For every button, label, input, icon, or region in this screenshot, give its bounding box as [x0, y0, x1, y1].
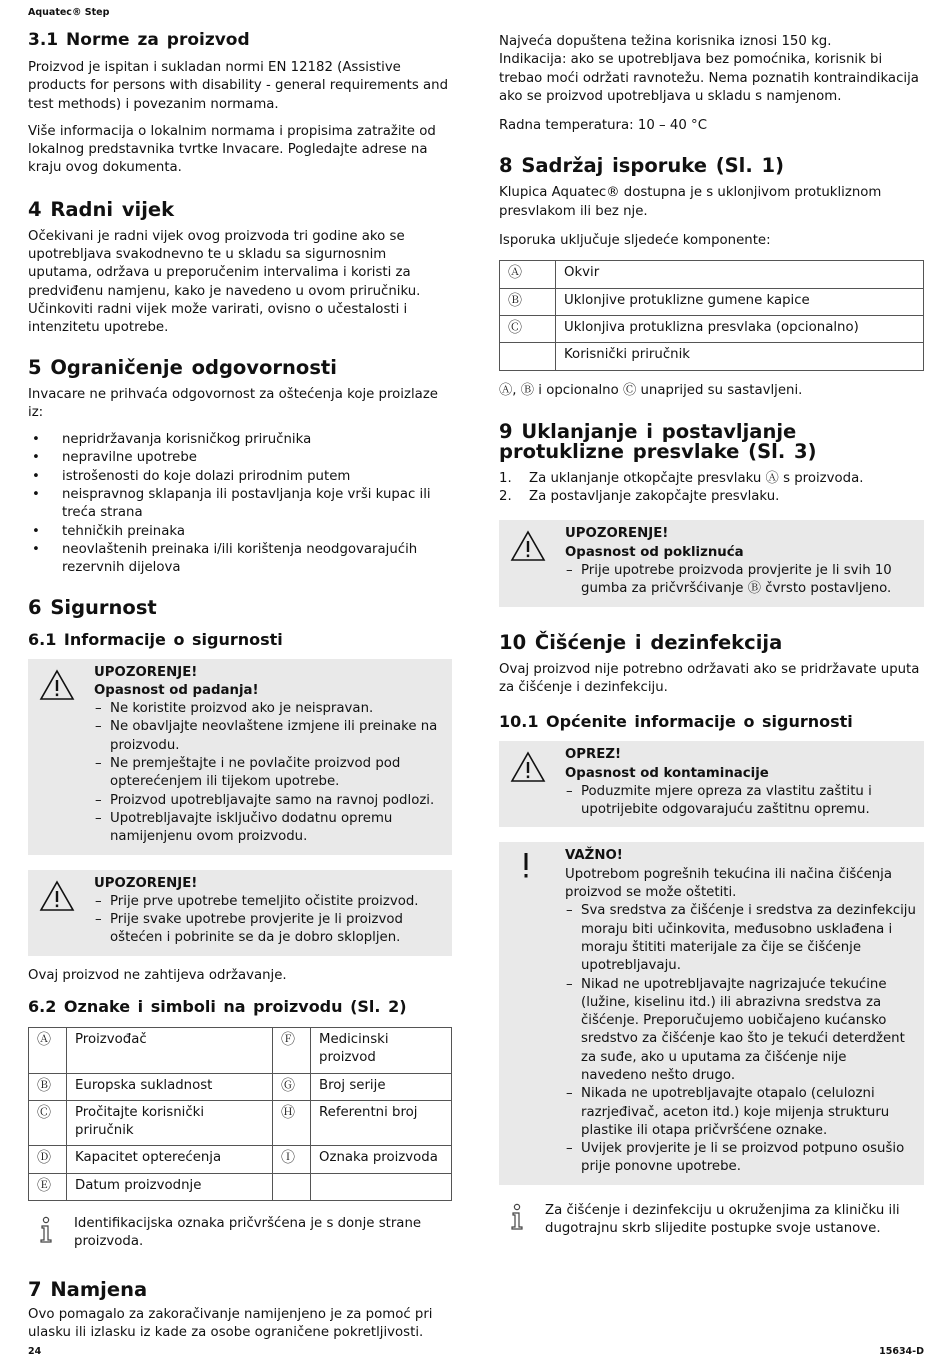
- symbols-table: [28, 1027, 452, 1201]
- warning-box-slip: [499, 520, 924, 606]
- section-5-title: 5 Ograničenje odgovornosti: [28, 355, 337, 379]
- symbol-letter: Ⓕ: [273, 1027, 311, 1073]
- warning-item: – Prije prve upotrebe temeljito očistite proizvod.: [94, 893, 444, 911]
- table-row: [500, 288, 924, 315]
- warning-icon-container: [28, 659, 94, 855]
- warning-subtitle: Opasnost od pokliznuća: [565, 544, 744, 560]
- max-weight-text: Najveća dopuštena težina korisnika iznosi 150 kg.: [499, 34, 832, 49]
- symbol-description: Broj serije: [311, 1073, 452, 1100]
- caution-subtitle: Opasnost od kontaminacije: [565, 765, 769, 781]
- section-10-1-title: 10.1 Općenite informacije o sigurnosti: [499, 712, 853, 732]
- section-7-title: 7 Namjena: [28, 1277, 148, 1301]
- caution-label: OPREZ!: [565, 747, 622, 763]
- right-column: [499, 30, 924, 1238]
- table-row: [500, 343, 924, 370]
- header-brand: Aquatec® Step: [28, 7, 110, 18]
- section-5-intro: Invacare ne prihvaća odgovornost za oštećenja koje proizlaze iz:: [28, 386, 438, 420]
- symbol-letter: Ⓗ: [273, 1100, 311, 1146]
- component-letter: Ⓒ: [500, 315, 556, 342]
- symbol-description: Oznaka proizvoda: [311, 1146, 452, 1173]
- info-icon: [509, 1203, 525, 1231]
- section-9-title: 9 Uklanjanje i postavljanje protuklizne presvlake (Sl. 3): [499, 419, 817, 463]
- section-8-paragraph-1: Klupica Aquatec® dostupna je s uklonjivom protukliznom presvlakom ili bez nje.: [499, 185, 882, 219]
- exclamation-icon: [521, 852, 531, 880]
- list-item: • nepravilne upotrebe: [28, 449, 452, 467]
- symbol-letter: Ⓒ: [29, 1100, 67, 1146]
- table-row: [29, 1027, 452, 1073]
- table-row: [500, 261, 924, 288]
- steps-list: [499, 470, 924, 507]
- step-text: Za postavljanje zakopčajte presvlaku.: [529, 489, 780, 505]
- important-text: Upotrebom pogrešnih tekućina ili načina čišćenja proizvod se može oštetiti.: [565, 866, 893, 901]
- info-icon: [38, 1216, 54, 1244]
- symbol-letter: Ⓔ: [29, 1173, 67, 1200]
- section-8-paragraph-2: Isporuka uključuje sljedeće komponente:: [499, 233, 771, 249]
- component-name: Korisnički priručnik: [556, 343, 924, 370]
- section-10-title: 10 Čišćenje i dezinfekcija: [499, 630, 783, 654]
- warning-label: UPOZORENJE!: [94, 664, 198, 680]
- temperature-text: Radna temperatura: 10 – 40 °C: [499, 118, 707, 134]
- warning-label: UPOZORENJE!: [94, 875, 198, 891]
- list-item: • nepridržavanja korisničkog priručnika: [28, 431, 452, 449]
- list-item: • neispravnog sklapanja ili postavljanja koje vrši kupac ili treća strana: [28, 486, 452, 523]
- info-icon-container: [28, 1215, 74, 1252]
- warning-item: – Ne obavljajte neovlaštene izmjene ili preinake na proizvodu.: [94, 718, 444, 755]
- warning-triangle-icon: [510, 751, 546, 783]
- table-row: [29, 1173, 452, 1200]
- warning-triangle-icon: [510, 530, 546, 562]
- info-text: Identifikacijska oznaka pričvršćena je s donje strane proizvoda.: [74, 1216, 422, 1250]
- caution-item: – Poduzmite mjere opreza za vlastitu zaštitu i upotrijebite odgovarajuću zaštitnu opremu.: [565, 783, 916, 820]
- indication-text: Indikacija: ako se upotrebljava bez pomoćnika, korisnik bi trebao moći održati ravnotežu. Nema poznatih kontraindikacija ako se proizvod upotrebljava u skladu s namjenom.: [499, 52, 919, 104]
- component-name: Okvir: [556, 261, 924, 288]
- symbol-description: Referentni broj: [311, 1100, 452, 1146]
- info-note-clinical: [499, 1202, 924, 1239]
- warning-box-cleaning: [28, 870, 452, 956]
- page-number: 24: [28, 1346, 42, 1357]
- document-code: 15634-D: [879, 1346, 924, 1357]
- component-letter: Ⓑ: [500, 288, 556, 315]
- symbol-description: Pročitajte korisnički priručnik: [67, 1100, 273, 1146]
- symbol-description: [311, 1173, 452, 1200]
- section-8-note: Ⓐ, Ⓑ i opcionalno Ⓒ unaprijed su sastavljeni.: [499, 382, 803, 398]
- important-icon-container: [499, 842, 565, 1184]
- table-row: [29, 1073, 452, 1100]
- component-letter: Ⓐ: [500, 261, 556, 288]
- list-item: • istrošenosti do koje dolazi prirodnim putem: [28, 468, 452, 486]
- symbol-letter: [273, 1173, 311, 1200]
- important-item: – Nikada ne upotrebljavajte otapalo (celulozni razrjeđivač, aceton itd.) koje mijenja strukturu plastike ili otapa pričvršćene oznake.: [565, 1085, 916, 1140]
- important-box: [499, 842, 924, 1184]
- warning-subtitle: Opasnost od padanja!: [94, 682, 259, 698]
- warning-item: – Prije svake upotrebe provjerite je li proizvod oštećen i pobrinite se da je dobro sklopljen.: [94, 911, 444, 948]
- important-item: – Nikad ne upotrebljavajte nagrizajuće tekućine (lužine, kiselinu itd.) ili abrazivna sredstva za čišćenje. Preporučujemo uobičajeno kućansko sredstvo za čišćenje kao što je tekući deterdžent za suđe, ako u uputama za čišćenje nije navedeno nešto drugo.: [565, 976, 916, 1086]
- section-4-title: 4 Radni vijek: [28, 197, 175, 221]
- symbol-description: Kapacitet opterećenja: [67, 1146, 273, 1173]
- list-item: • neovlaštenih preinaka i/ili korištenja neodgovarajućih rezervnih dijelova: [28, 541, 452, 578]
- warning-icon-container: [28, 870, 94, 956]
- contents-table: [499, 260, 924, 370]
- info-text: Za čišćenje i dezinfekciju u okruženjima za kliničku ili dugotrajnu skrb slijedite postupke svoje ustanove.: [545, 1202, 900, 1237]
- component-letter: [500, 343, 556, 370]
- warning-item: – Prije upotrebe proizvoda provjerite je li svih 10 gumba za pričvršćivanje Ⓑ čvrsto postavljeno.: [565, 562, 916, 599]
- warning-item: – Ne koristite proizvod ako je neispravan.: [94, 700, 444, 718]
- liability-list: [28, 431, 452, 577]
- symbol-description: Europska sukladnost: [67, 1073, 273, 1100]
- symbol-letter: Ⓐ: [29, 1027, 67, 1073]
- info-note-identification: [28, 1215, 452, 1252]
- maintenance-text: Ovaj proizvod ne zahtijeva održavanje.: [28, 967, 287, 983]
- section-10-paragraph: Ovaj proizvod nije potrebno održavati ako se pridržavate uputa za čišćenje i dezinfekciju.: [499, 661, 920, 695]
- caution-box-contamination: [499, 741, 924, 827]
- step-item: [499, 488, 924, 506]
- component-name: Uklonjiva protuklizna presvlaka (opcionalno): [556, 315, 924, 342]
- section-3-1-paragraph-1: Proizvod je ispitan i sukladan normi EN 12182 (Assistive products for persons with disability - general requirements and test methods) i povezanim normama.: [28, 60, 449, 112]
- symbol-description: Proizvođač: [67, 1027, 273, 1073]
- symbol-letter: Ⓘ: [273, 1146, 311, 1173]
- symbol-description: Medicinski proizvod: [311, 1027, 452, 1073]
- section-7-paragraph: Ovo pomagalo za zakoračivanje namijenjeno je za pomoć pri ulasku ili izlasku iz kade za osobe ograničene pokretljivosti.: [28, 1306, 433, 1340]
- section-3-1-paragraph-2: Više informacija o lokalnim normama i propisima zatražite od lokalnog predstavnika tvrtke Invacare. Pogledajte adrese na kraju ovog dokumenta.: [28, 123, 436, 176]
- list-item: • tehničkih preinaka: [28, 523, 452, 541]
- warning-triangle-icon: [39, 880, 75, 912]
- component-name: Uklonjive protuklizne gumene kapice: [556, 288, 924, 315]
- info-icon-container: [499, 1202, 545, 1239]
- table-row: [29, 1100, 452, 1146]
- step-number: 1.: [499, 470, 512, 486]
- step-item: [499, 470, 924, 488]
- section-8-title: 8 Sadržaj isporuke (Sl. 1): [499, 154, 785, 178]
- table-row: [29, 1146, 452, 1173]
- warning-icon-container: [499, 520, 565, 606]
- table-row: [500, 315, 924, 342]
- warning-item: – Proizvod upotrebljavajte samo na ravnoj podlozi.: [94, 792, 444, 810]
- symbol-letter: Ⓑ: [29, 1073, 67, 1100]
- section-3-1-title: 3.1 Norme za proizvod: [28, 30, 250, 50]
- section-6-1-title: 6.1 Informacije o sigurnosti: [28, 629, 283, 649]
- section-6-title: 6 Sigurnost: [28, 595, 157, 619]
- step-text: Za uklanjanje otkopčajte presvlaku Ⓐ s proizvoda.: [529, 470, 864, 486]
- warning-triangle-icon: [39, 669, 75, 701]
- important-label: VAŽNO!: [565, 848, 623, 864]
- important-item: – Uvijek provjerite je li se proizvod potpuno osušio prije ponovne upotrebe.: [565, 1140, 916, 1177]
- section-4-paragraph: Očekivani je radni vijek ovog proizvoda tri godine ako se upotrebljava svakodnevno te u skladu sa sigurnosnim uputama, održava u preporučenim intervalima i koristi za predviđenu namjenu, kako je navedeno u ovom priručniku. Učinkoviti radni vijek može varirati, ovisno o učestalosti i intenzitetu upotrebe.: [28, 228, 421, 336]
- left-column: [28, 30, 452, 1342]
- symbol-letter: Ⓖ: [273, 1073, 311, 1100]
- step-number: 2.: [499, 489, 512, 505]
- symbol-description: Datum proizvodnje: [67, 1173, 273, 1200]
- symbol-letter: Ⓓ: [29, 1146, 67, 1173]
- warning-item: – Upotrebljavajte isključivo dodatnu opremu namijenjenu ovom proizvodu.: [94, 810, 444, 847]
- section-6-2-title: 6.2 Oznake i simboli na proizvodu (Sl. 2): [28, 996, 407, 1016]
- warning-label: UPOZORENJE!: [565, 526, 669, 542]
- important-item: – Sva sredstva za čišćenje i sredstva za dezinfekciju moraju biti učinkovita, međusobno usklađena i moraju štititi materijale za čije se čišćenje upotrebljavaju.: [565, 902, 916, 975]
- warning-box-fall: [28, 659, 452, 855]
- warning-icon-container: [499, 741, 565, 827]
- warning-item: – Ne premještajte i ne povlačite proizvod pod opterećenjem ili tijekom upotrebe.: [94, 755, 444, 792]
